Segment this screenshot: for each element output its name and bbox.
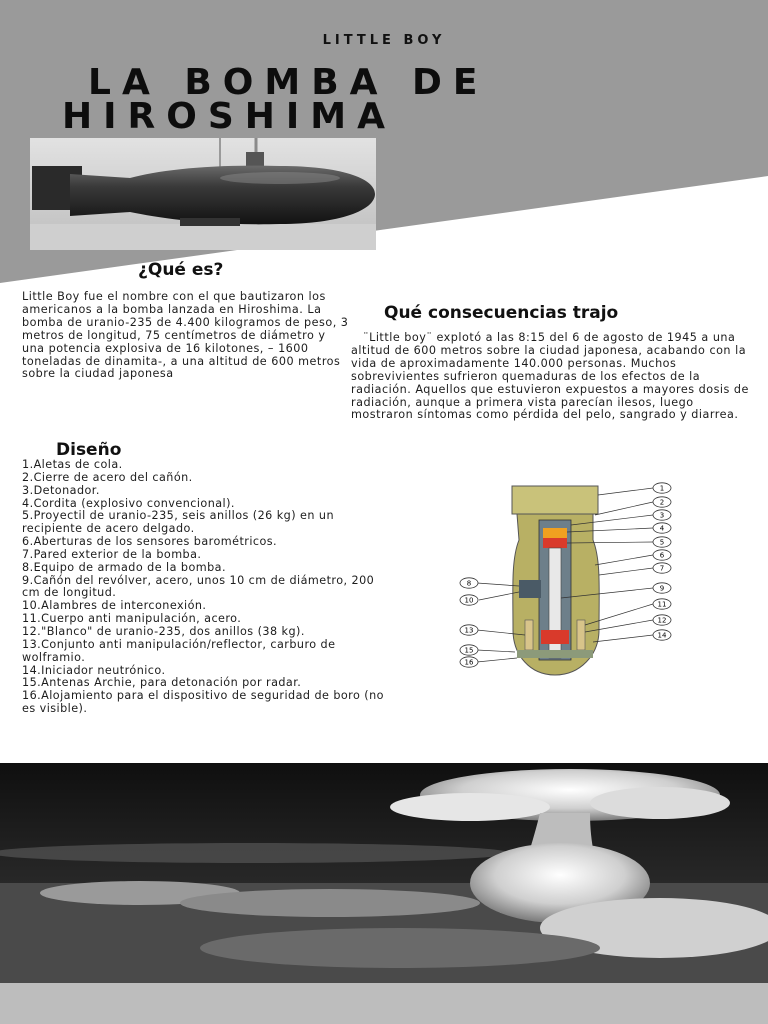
diagram-callout-2: [653, 497, 671, 507]
list-item: 3.Detonador.: [22, 483, 100, 497]
diagram-callout-label: 6: [659, 551, 665, 560]
list-item: 1.Aletas de cola.: [22, 458, 123, 471]
diagram-callout-label: 14: [657, 631, 667, 640]
list-item: 9.Cañón del revólver, acero, unos 10 cm de diámetro, 200 cm de longitud.: [22, 573, 375, 600]
diagram-callout-10: [460, 595, 478, 605]
diagram-callout-14: [653, 630, 671, 640]
diagram-callout-label: 7: [659, 564, 665, 573]
diagram-callout-label: 5: [659, 538, 665, 547]
diagram-labels-right: [653, 483, 671, 640]
section-heading-consecuencias: Qué consecuencias trajo: [384, 303, 619, 323]
list-item: 7.Pared exterior de la bomba.: [22, 547, 202, 561]
list-item: 4.Cordita (explosivo convencional).: [22, 496, 235, 510]
diagram-callout-label: 9: [659, 584, 665, 593]
list-item: 11.Cuerpo anti manipulación, acero.: [22, 612, 242, 626]
diagram-callout-label: 3: [659, 511, 665, 520]
list-item: 15.Antenas Archie, para detonación por radar.: [22, 676, 302, 690]
que-es-text: Little Boy fue el nombre con el que bautizaron los americanos a la bomba lanzada en Hiroshima. La bomba de uranio-235 de 4.400 kilogramos de peso, 3 metros de longitud, 75 centímetros de diámetro y una potencia explosiva de 16 kilotones, – 1600 toneladas de dinamita-, a una altitud de 600 metros sobre la ciudad japonesa: [22, 290, 349, 381]
diagram-callout-6: [653, 550, 671, 560]
page-title-line-1: LA BOMBA DE: [88, 62, 489, 103]
section-heading-que-es: ¿Qué es?: [138, 260, 224, 280]
diseno-list: [22, 459, 387, 716]
diagram-callout-3: [653, 510, 671, 520]
diagram-callout-1: [653, 483, 671, 493]
diagram-callout-7: [653, 563, 671, 573]
bomb-diagram: [455, 480, 680, 680]
bomb-casing: [512, 486, 599, 675]
list-item: 12."Blanco" de uranio-235, dos anillos (38 kg).: [22, 624, 305, 638]
diagram-labels-left: [460, 578, 478, 667]
consecuencias-text: ¨Little boy¨ explotó a las 8:15 del 6 de agosto de 1945 a una altitud de 600 metros sobre la ciudad japonesa, acabando con la vida de aproximadamente 140.000 personas. Muchos sobrevivientes sufrieron quemaduras de los efectos de la radiación. Aquellos que estuvieron expuestos a mayores dosis de radiación, aunque a primera vista parecían ilesos, luego mostraron síntomas como pérdida del pelo, sangrado y diarrea.: [351, 331, 749, 422]
diagram-callout-label: 8: [466, 579, 472, 588]
list-item: 5.Proyectil de uranio-235, seis anillos (26 kg) en un recipiente de acero delgado.: [22, 509, 334, 536]
diagram-callout-label: 16: [464, 658, 474, 667]
list-item: 6.Aberturas de los sensores barométricos.: [22, 535, 278, 549]
diagram-callout-15: [460, 645, 478, 655]
diagram-callout-8: [460, 578, 478, 588]
mushroom-cloud-photo: [0, 763, 768, 983]
diagram-callout-label: 13: [464, 626, 474, 635]
diagram-callout-4: [653, 523, 671, 533]
kicker-text: LITTLE BOY: [322, 33, 446, 48]
bottom-strip: [0, 983, 768, 1024]
page-title-line-2: HIROSHIMA: [62, 96, 396, 137]
diagram-callout-label: 2: [659, 498, 665, 507]
diagram-callout-label: 4: [659, 524, 665, 533]
diagram-callout-label: 12: [657, 616, 667, 625]
diagram-callout-5: [653, 537, 671, 547]
diagram-callout-label: 11: [657, 600, 667, 609]
list-item: 14.Iniciador neutrónico.: [22, 663, 166, 677]
list-item: 8.Equipo de armado de la bomba.: [22, 560, 226, 574]
list-item: 16.Alojamiento para el dispositivo de seguridad de boro (no es visible).: [22, 689, 384, 716]
diagram-callout-label: 15: [464, 646, 474, 655]
diagram-callout-label: 1: [659, 484, 665, 493]
diagram-callout-16: [460, 657, 478, 667]
diagram-callout-13: [460, 625, 478, 635]
list-item: 10.Alambres de interconexión.: [22, 599, 207, 613]
section-heading-diseno: Diseño: [56, 440, 122, 460]
diagram-callout-11: [653, 599, 671, 609]
diagram-callout-12: [653, 615, 671, 625]
diagram-callout-9: [653, 583, 671, 593]
bomb-photo: [30, 138, 376, 250]
list-item: 2.Cierre de acero del cañón.: [22, 470, 193, 484]
list-item: 13.Conjunto anti manipulación/reflector, carburo de wolframio.: [22, 637, 336, 664]
diagram-callout-label: 10: [464, 596, 474, 605]
